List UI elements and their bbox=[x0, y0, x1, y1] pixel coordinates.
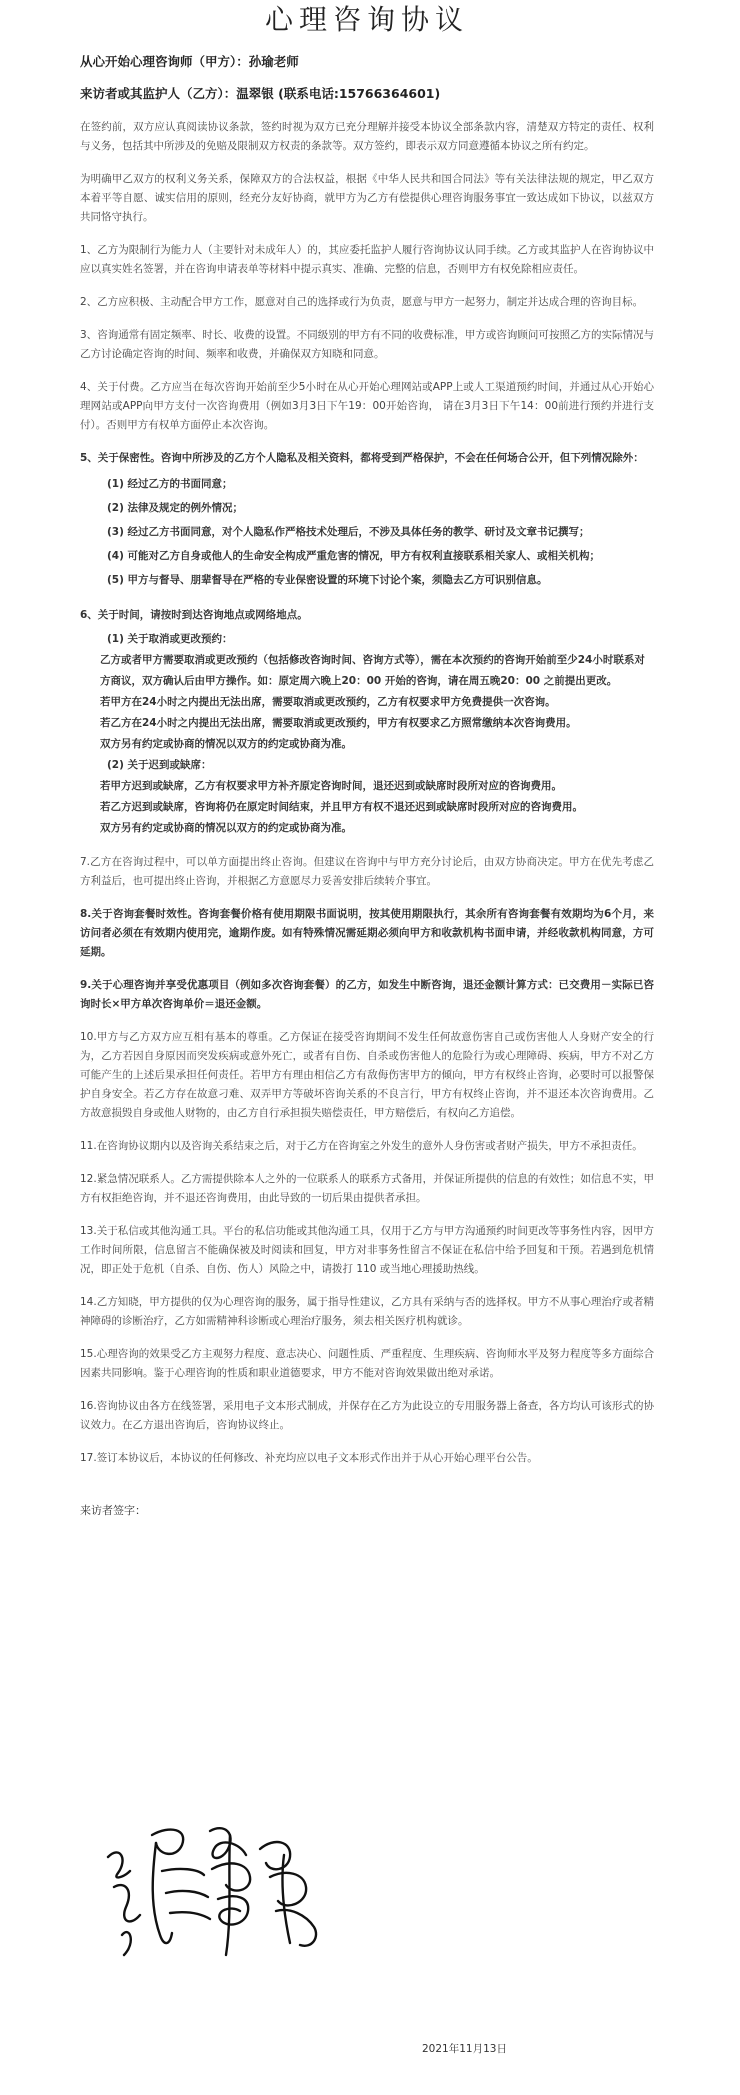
clause-10: 10.甲方与乙方双方应互相有基本的尊重。乙方保证在接受咨询期间不发生任何故意伤害自己或伤害他人人身财产安全的行为，乙方若因自身原因而突发疾病或意外死亡，或者有自伤、自杀或伤害他人的危险行为或心理障碍、疾病，甲方不对乙方可能产生的上述后果承担任何责任。若甲方有理由相信乙方有敌侮伤害甲方的倾向，甲方有权终止咨询，必要时可以报警保护自身安全。若乙方存在故意刁难、双弄甲方等破坏咨询关系的不良言行，甲方有权终止咨询，并不退还本次咨询费用。乙方故意损毁自身或他人财物的，由乙方自行承担损失赔偿责任，甲方赔偿后，有权向乙方追偿。 bbox=[80, 1031, 654, 1119]
clause-14: 14.乙方知晓，甲方提供的仅为心理咨询的服务，属于指导性建议，乙方具有采纳与否的选择权。甲方不从事心理治疗或者精神障碍的诊断治疗，乙方如需精神科诊断或心理治疗服务，须去相关医疗机构就诊。 bbox=[80, 1296, 654, 1327]
clause-9: 9.关于心理咨询并享受优惠项目（例如多次咨询套餐）的乙方，如发生中断咨询，退还金额计算方式：已交费用－实际已咨询时长×甲方单次咨询单价＝退还金额。 bbox=[80, 979, 654, 1010]
list-item: (4) 可能对乙方自身或他人的生命安全构成严重危害的情况，甲方有权利直接联系相关家人、或相关机构； bbox=[107, 550, 601, 562]
clause-3: 3、咨询通常有固定频率、时长、收费的设置。不同级别的甲方有不同的收费标准，甲方或咨询顾问可按照乙方的实际情况与乙方讨论确定咨询的时间、频率和收费，并确保双方知晓和同意。 bbox=[80, 329, 654, 360]
clause-6-line: 若乙方迟到或缺席，咨询将仍在原定时间结束，并且甲方有权不退还迟到或缺席时段所对应的咨询费用。 bbox=[100, 801, 583, 813]
clause-2: 2、乙方应积极、主动配合甲方工作，愿意对自己的选择或行为负责，愿意与甲方一起努力，制定并达成合理的咨询目标。 bbox=[80, 296, 644, 308]
clause-6: 6、关于时间，请按时到达咨询地点或网络地点。 bbox=[80, 609, 308, 621]
clause-6-line: 若甲方迟到或缺席，乙方有权要求甲方补齐原定咨询时间，退还迟到或缺席时段所对应的咨询费用。 bbox=[100, 780, 562, 792]
clause-12: 12.紧急情况联系人。乙方需提供除本人之外的一位联系人的联系方式备用，并保证所提供的信息的有效性；如信息不实，甲方有权拒绝咨询，并不退还咨询费用，由此导致的一切后果由提供者承担。 bbox=[80, 1173, 654, 1204]
list-item: (3) 经过乙方书面同意，对个人隐私作严格技术处理后，不涉及具体任务的教学、研讨及文章书记撰写； bbox=[107, 526, 590, 538]
list-item: (2) 法律及规定的例外情况； bbox=[107, 502, 244, 514]
intro-paragraph-2: 为明确甲乙双方的权利义务关系，保障双方的合法权益，根据《中华人民共和国合同法》等有关法律法规的规定，甲乙双方本着平等自愿、诚实信用的原则，经充分友好协商，就甲方为乙方有偿提供心理咨询服务事宜一致达成如下协议，以兹双方共同恪守执行。 bbox=[80, 173, 654, 223]
clause-6-line: 若甲方在24小时之内提出无法出席，需要取消或更改预约，乙方有权要求甲方免费提供一次咨询。 bbox=[100, 696, 556, 708]
clause-6-line: 若乙方在24小时之内提出无法出席，需要取消或更改预约，甲方有权要求乙方照常缴纳本次咨询费用。 bbox=[100, 717, 577, 729]
clause-13: 13.关于私信或其他沟通工具。平台的私信功能或其他沟通工具，仅用于乙方与甲方沟通预约时间更改等事务性内容，因甲方工作时间所限，信息留言不能确保被及时阅读和回复，甲方对非事务性留言不保证在私信中给予回复和干预。若遇到危机情况，即正处于危机（自杀、自伤、伤人）风险之中，请拨打 110 或当地心理援助热线。 bbox=[80, 1225, 654, 1275]
clause-16: 16.咨询协议由各方在线签署，采用电子文本形式制成，并保存在乙方为此设立的专用服务器上备查，各方均认可该形式的协议效力。在乙方退出咨询后，咨询协议终止。 bbox=[80, 1400, 654, 1431]
clause-7: 7.乙方在咨询过程中，可以单方面提出终止咨询。但建议在咨询中与甲方充分讨论后，由双方协商决定。甲方在优先考虑乙方利益后，也可提出终止咨询，并根据乙方意愿尽力妥善安排后续转介事宜。 bbox=[80, 856, 654, 887]
clause-11: 11.在咨询协议期内以及咨询关系结束之后，对于乙方在咨询室之外发生的意外人身伤害或者财产损失，甲方不承担责任。 bbox=[80, 1140, 643, 1152]
sign-date: 2021年11月13日 bbox=[422, 2043, 507, 2055]
list-item: (1) 经过乙方的书面同意； bbox=[107, 478, 233, 490]
handwritten-signature bbox=[100, 1815, 330, 1965]
clause-4: 4、关于付费。乙方应当在每次咨询开始前至少5小时在从心开始心理网站或APP上或人工渠道预约时间，并通过从心开始心理网站或APP向甲方支付一次咨询费用（例如3月3日下午19：00开始咨询， 请在3月3日下午14：00前进行预约并进行支付）。否则甲方有权单方面停止本次咨询。 bbox=[80, 381, 654, 431]
clause-5: 5、关于保密性。咨询中所涉及的乙方个人隐私及相关资料，都将受到严格保护，不会在任何场合公开，但下列情况除外： bbox=[80, 452, 644, 464]
clause-6-subheading-cancel: (1) 关于取消或更改预约： bbox=[107, 633, 233, 645]
clause-6-subheading-late: (2) 关于迟到或缺席： bbox=[107, 759, 212, 771]
party-a-line: 从心开始心理咨询师（甲方）：孙瑜老师 bbox=[80, 54, 299, 69]
clause-6-line: 乙方或者甲方需要取消或更改预约（包括修改咨询时间、咨询方式等），需在本次预约的咨询开始前至少24小时联系对方商议，双方确认后由甲方操作。如：原定周六晚上20：00 开始的咨询，请在周五晚20：00 之前提出更改。 bbox=[100, 654, 645, 687]
list-item: (5) 甲方与督导、朋辈督导在严格的专业保密设置的环境下讨论个案，须隐去乙方可识别信息。 bbox=[107, 574, 548, 586]
clause-17: 17.签订本协议后，本协议的任何修改、补充均应以电子文本形式作出并于从心开始心理平台公告。 bbox=[80, 1452, 538, 1464]
page-title: 心理咨询协议 bbox=[264, 3, 469, 36]
party-b-line: 来访者或其监护人（乙方）：温翠银 (联系电话:15766364601) bbox=[80, 86, 441, 101]
signature-label: 来访者签字： bbox=[80, 1504, 146, 1517]
clause-6-line: 双方另有约定或协商的情况以双方的约定或协商为准。 bbox=[100, 738, 352, 750]
clause-6-line: 双方另有约定或协商的情况以双方的约定或协商为准。 bbox=[100, 822, 352, 834]
clause-5-list bbox=[80, 472, 654, 592]
intro-paragraph-1: 在签约前，双方应认真阅读协议条款，签约时视为双方已充分理解并接受本协议全部条款内容，清楚双方特定的责任、权利与义务，包括其中所涉及的免赔及限制双方权责的条款等。双方签约，即表示双方同意遵循本协议之所有约定。 bbox=[80, 121, 654, 152]
clause-1: 1、乙方为限制行为能力人（主要针对未成年人）的，其应委托监护人履行咨询协议认同手续。乙方或其监护人在咨询协议中应以真实姓名签署，并在咨询申请表单等材料中提示真实、准确、完整的信息，否则甲方有权免除相应责任。 bbox=[80, 244, 654, 275]
clause-8: 8.关于咨询套餐时效性。咨询套餐价格有使用期限书面说明，按其使用期限执行，其余所有咨询套餐有效期均为6个月，来访问者必须在有效期内使用完，逾期作废。如有特殊情况需延期必须向甲方和收款机构书面申请，并经收款机构同意，方可延期。 bbox=[80, 908, 654, 958]
clause-15: 15.心理咨询的效果受乙方主观努力程度、意志决心、问题性质、严重程度、生理疾病、咨询师水平及努力程度等多方面综合因素共同影响。鉴于心理咨询的性质和职业道德要求，甲方不能对咨询效果做出绝对承诺。 bbox=[80, 1348, 654, 1379]
